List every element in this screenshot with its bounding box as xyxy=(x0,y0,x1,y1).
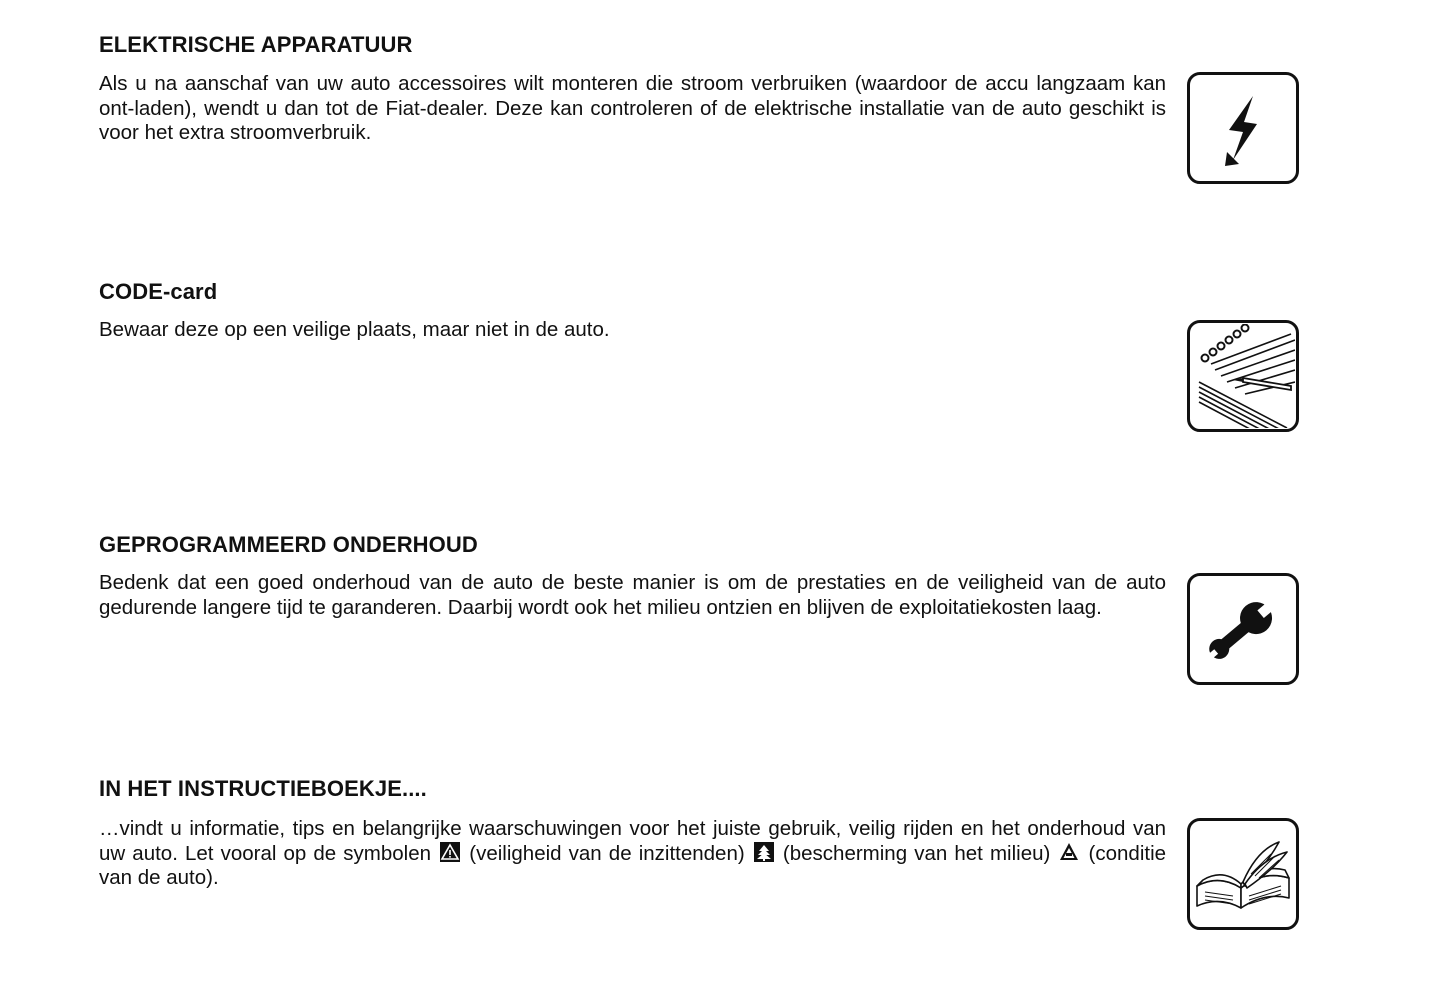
wrench-icon xyxy=(1187,573,1299,685)
notebook-pencil-icon xyxy=(1187,320,1299,432)
section-heading: ELEKTRISCHE APPARATUUR xyxy=(99,32,413,57)
section-geprogrammeerd-onderhoud xyxy=(99,532,1309,619)
occupant-safety-warning-icon xyxy=(440,842,460,862)
section-body: Als u na aanschaf van uw auto accessoires wilt monteren die stroom verbruiken (waardoor de accu langzaam kan ont-laden), wendt u dan tot de Fiat-dealer. Deze kan controleren of de elektrische installatie van de auto geschikt is voor het extra stroomverbruik. xyxy=(99,72,1166,144)
section-instructieboekje xyxy=(99,776,1309,889)
section-heading: CODE-card xyxy=(99,279,218,304)
section-heading: IN HET INSTRUCTIEBOEKJE.... xyxy=(99,776,427,801)
body-part: (veiligheid van de inzittenden) xyxy=(469,841,745,865)
section-body: Bedenk dat een goed onderhoud van de auto de beste manier is om de prestaties en de veiligheid van de auto gedurende langere tijd te garanderen. Daarbij wordt ook het milieu ontzien en blijven de exploitatiekosten laag. xyxy=(99,571,1166,619)
section-body xyxy=(99,817,1166,891)
section-heading: GEPROGRAMMEERD ONDERHOUD xyxy=(99,532,478,557)
environment-protection-icon xyxy=(754,842,774,862)
section-elektrische-apparatuur xyxy=(99,32,1309,144)
open-book-icon xyxy=(1187,818,1299,930)
lightning-bolt-icon xyxy=(1187,72,1299,184)
car-condition-warning-icon xyxy=(1059,842,1079,862)
body-part: (conditie van de auto). xyxy=(99,841,1167,889)
section-body: Bewaar deze op een veilige plaats, maar niet in de auto. xyxy=(99,318,610,341)
section-code-card xyxy=(99,279,1309,341)
body-part: …vindt u informatie, tips en belangrijke waarschuwingen voor het juiste gebruik, veilig rijden en het onderhoud van uw auto. Let vooral op de symbolen xyxy=(99,817,1166,865)
body-part: (bescherming van het milieu) xyxy=(782,841,1051,865)
